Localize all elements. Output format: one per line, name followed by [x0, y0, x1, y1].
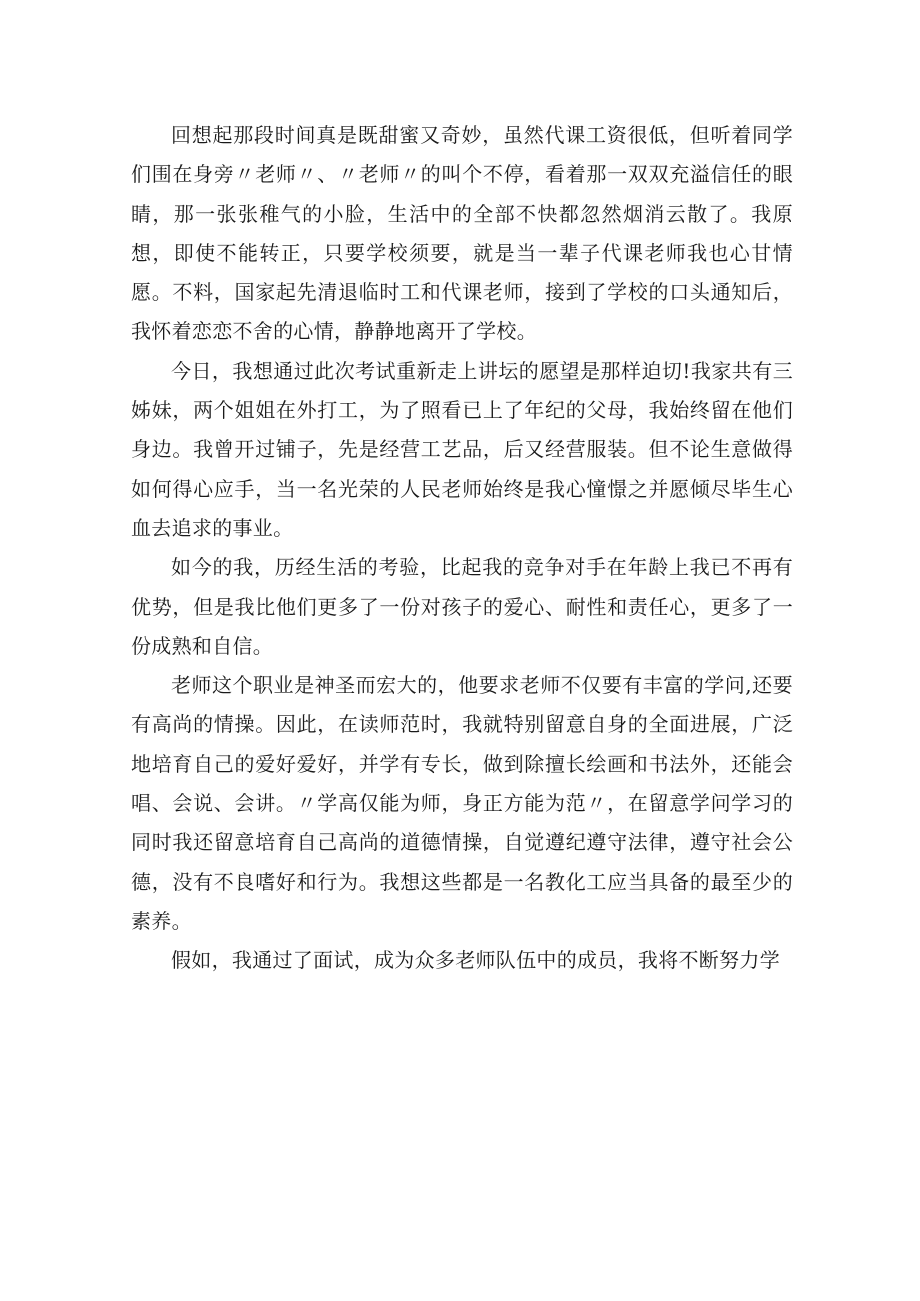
paragraph-2: 今日，我想通过此次考试重新走上讲坛的愿望是那样迫切!我家共有三姊妹，两个姐姐在外打工，为了照看已上了年纪的父母，我始终留在他们身边。我曾开过铺子，先是经营工艺品，后又经营服装。但不论生意做得如何得心应手，当一名光荣的人民老师始终是我心憧憬之并愿倾尽毕生心血去追求的事业。 [131, 358, 793, 540]
paragraph-4: 老师这个职业是神圣而宏大的，他要求老师不仅要有丰富的学问,还要有高尚的情操。因此，在读师范时，我就特别留意自身的全面进展，广泛地培育自己的爱好爱好，并学有专长，做到除擅长绘画和书法外，还能会唱、会说、会讲。〃学高仅能为师，身正方能为范〃，在留意学问学习的同时我还留意培育自己高尚的道德情操，自觉遵纪遵守法律，遵守社会公德，没有不良嗜好和行为。我想这些都是一名教化工应当具备的最至少的素养。 [131, 673, 793, 933]
document-body [131, 116, 793, 981]
paragraph-5: 假如，我通过了面试，成为众多老师队伍中的成员，我将不断努力学 [171, 948, 780, 973]
paragraph-3: 如今的我，历经生活的考验，比起我的竞争对手在年龄上我已不再有优势，但是我比他们更多了一份对孩子的爱心、耐性和责任心，更多了一份成熟和自信。 [131, 555, 793, 658]
paragraph-1: 回想起那段时间真是既甜蜜又奇妙，虽然代课工资很低，但听着同学们围在身旁〃老师〃、〃老师〃的叫个不停，看着那一双双充溢信任的眼睛，那一张张稚气的小脸，生活中的全部不快都忽然烟消云散了。我原想，即使不能转正，只要学校须要，就是当一辈子代课老师我也心甘情愿。不料，国家起先清退临时工和代课老师，接到了学校的口头通知后，我怀着恋恋不舍的心情，静静地离开了学校。 [131, 123, 793, 344]
